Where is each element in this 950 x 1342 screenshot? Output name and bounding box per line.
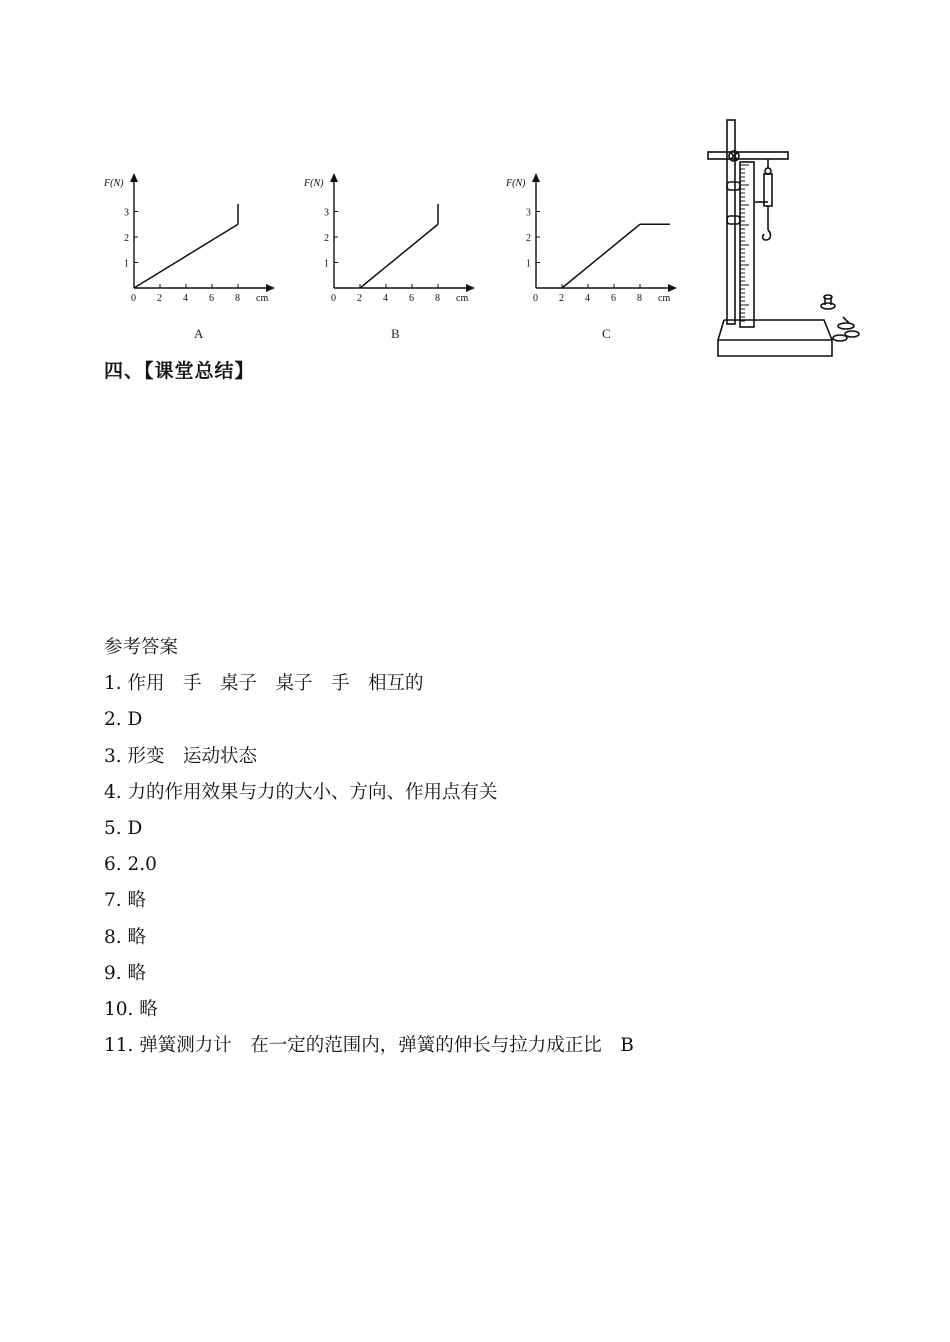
y-axis-label: F(N) <box>104 178 124 189</box>
data-line <box>360 224 438 288</box>
x-tick-label: 8 <box>637 293 642 304</box>
x-axis-arrow <box>266 284 275 292</box>
answer-item: 9. 略 <box>104 962 147 984</box>
y-tick-label: 3 <box>124 207 129 219</box>
graph-c-caption: C <box>602 326 611 341</box>
answer-key <box>104 630 634 1064</box>
graph-b-caption: B <box>391 326 400 341</box>
y-axis-label: F(N) <box>304 178 324 189</box>
graph-b <box>300 170 480 304</box>
answer-item: 6. 2.0 <box>104 854 157 876</box>
answer-item: 3. 形变 运动状态 <box>104 745 258 767</box>
x-tick-label: 8 <box>235 293 240 304</box>
x-axis-arrow <box>466 284 475 292</box>
graph-a-caption: A <box>194 326 204 341</box>
y-tick-label: 1 <box>124 258 129 270</box>
x-axis-arrow <box>668 284 677 292</box>
x-tick-label: 0 <box>533 293 538 304</box>
section-title: 四、【课堂总结】 <box>104 360 255 382</box>
x-tick-label: 0 <box>331 293 336 304</box>
x-axis-unit: cm <box>658 293 671 304</box>
y-axis-arrow <box>532 173 540 182</box>
y-axis-arrow <box>130 173 138 182</box>
y-tick-label: 1 <box>526 258 531 270</box>
data-line <box>134 224 238 288</box>
x-tick-label: 2 <box>157 293 162 304</box>
x-tick-label: 2 <box>357 293 362 304</box>
graph-c <box>502 170 682 304</box>
x-tick-label: 6 <box>209 293 214 304</box>
x-tick-label: 2 <box>559 293 564 304</box>
answer-item: 4. 力的作用效果与力的大小、方向、作用点有关 <box>104 781 498 803</box>
answer-item: 11. 弹簧测力计 在一定的范围内，弹簧的伸长与拉力成正比 B <box>104 1035 634 1057</box>
graph-a-svg <box>100 170 280 304</box>
answer-item: 7. 略 <box>104 890 147 912</box>
answer-heading: 参考答案 <box>104 637 179 658</box>
graph-c-svg <box>502 170 682 304</box>
x-tick-label: 4 <box>183 293 188 304</box>
y-axis-arrow <box>330 173 338 182</box>
x-tick-label: 8 <box>435 293 440 304</box>
x-tick-label: 0 <box>131 293 136 304</box>
x-tick-label: 4 <box>383 293 388 304</box>
graph-b-svg <box>300 170 480 304</box>
answer-item: 8. 略 <box>104 926 147 948</box>
data-line <box>562 224 640 288</box>
spring-stand-illustration <box>700 112 870 367</box>
y-tick-label: 2 <box>324 233 329 244</box>
x-tick-label: 4 <box>585 293 590 304</box>
x-tick-label: 6 <box>409 293 414 304</box>
y-tick-label: 3 <box>526 207 531 219</box>
spring-stand-apparatus <box>700 112 870 371</box>
y-axis-label: F(N) <box>506 178 526 189</box>
graph-a <box>100 170 280 304</box>
answer-item: 2. D <box>104 709 143 731</box>
answer-item: 5. D <box>104 817 143 839</box>
y-tick-label: 2 <box>526 233 531 244</box>
y-tick-label: 1 <box>324 258 329 270</box>
x-tick-label: 6 <box>611 293 616 304</box>
answer-item: 10. 略 <box>104 998 158 1020</box>
y-tick-label: 2 <box>124 233 129 244</box>
answer-item: 1. 作用 手 桌子 桌子 手 相互的 <box>104 673 424 695</box>
y-tick-label: 3 <box>324 207 329 219</box>
x-axis-unit: cm <box>256 293 269 304</box>
x-axis-unit: cm <box>456 293 469 304</box>
